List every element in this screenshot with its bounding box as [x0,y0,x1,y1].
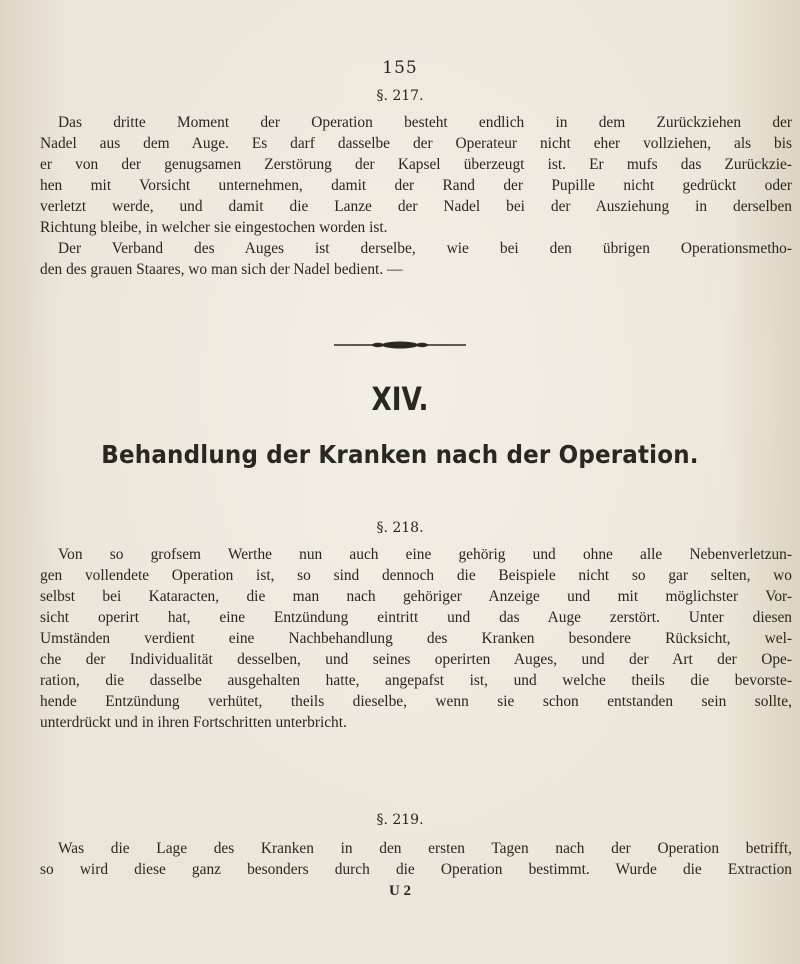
text-line: verletzt werde, und damit die Lanze der Nadel bei der Ausziehung in derselben [40,198,792,215]
text-line: sicht operirt hat, eine Entzündung eintritt und das Auge zerstört. Unter diesen [40,609,792,626]
divider-ornament [330,340,470,350]
text-line: Der Verband des Auges ist derselbe, wie bei den übrigen Operationsmetho- [58,240,792,257]
text-line: gen vollendete Operation ist, so sind dennoch die Beispiele nicht so gar selten, wo [40,567,792,584]
page-number: 155 [382,58,418,78]
chapter-title: Behandlung der Kranken nach der Operation. [101,440,699,469]
text-line: Das dritte Moment der Operation besteht endlich in dem Zurückziehen der [58,114,792,131]
text-line: hen mit Vorsicht unternehmen, damit der Rand der Pupille nicht gedrückt oder [40,177,792,194]
text-line: che der Individualität desselben, und seines operirten Auges, und der Art der Ope- [40,651,792,668]
paragraph-217 [40,112,792,280]
text-line: Richtung bleibe, in welcher sie eingestochen worden ist. [40,219,388,236]
section-heading-217: §. 217. [376,88,424,104]
text-line: selbst bei Kataracten, die man nach gehöriger Anzeige und mit möglichster Vor- [40,588,792,605]
section-heading-219: §. 219. [376,812,424,828]
section-heading-218: §. 218. [376,520,424,536]
text-line: so wird diese ganz besonders durch die Operation bestimmt. Wurde die Extraction [40,861,792,878]
text-line: unterdrückt und in ihren Fortschritten unterbricht. [40,714,347,731]
chapter-number: XIV. [371,380,429,418]
text-line: er von der genugsamen Zerstörung der Kapsel überzeugt ist. Er mufs das Zurückzie- [40,156,792,173]
text-line: Umständen verdient eine Nachbehandlung des Kranken besondere Rücksicht, wel- [40,630,792,647]
paragraph-218 [40,544,792,733]
text-line: Von so grofsem Werthe nun auch eine gehörig und ohne alle Nebenverletzun- [58,546,792,563]
text-line: Was die Lage des Kranken in den ersten Tagen nach der Operation betrifft, [58,840,792,857]
text-line: den des grauen Staares, wo man sich der Nadel bedient. — [40,261,403,278]
text-line: ration, die dasselbe ausgehalten hatte, angepafst ist, und welche theils die bevorste- [40,672,792,689]
text-line: Nadel aus dem Auge. Es darf dasselbe der Operateur nicht eher vollziehen, als bis [40,135,792,152]
signature-mark: U 2 [388,883,412,899]
paragraph-219 [40,838,792,880]
text-line: hende Entzündung verhütet, theils dieselbe, wenn sie schon entstanden sein sollte, [40,693,792,710]
